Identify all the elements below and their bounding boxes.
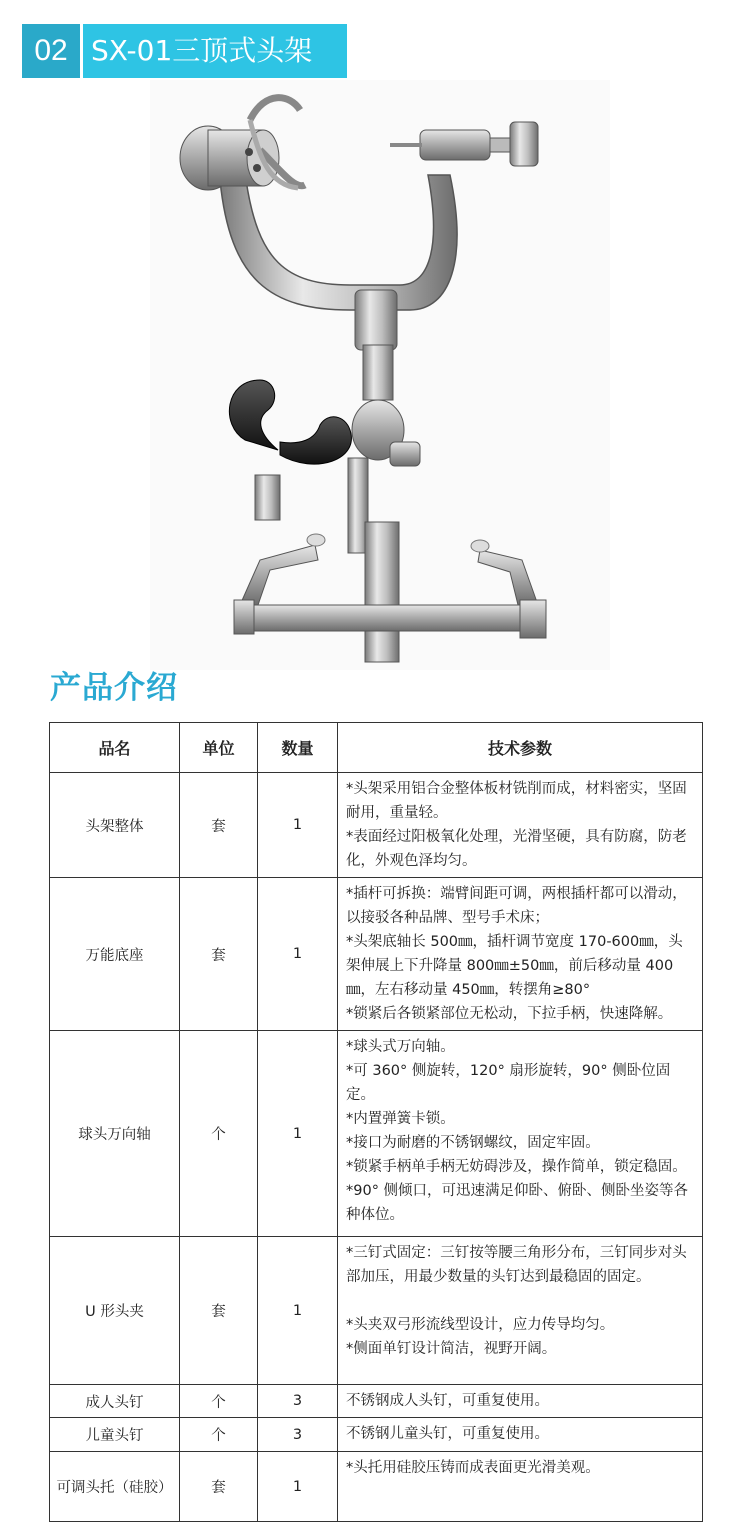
table-header-row <box>50 723 703 773</box>
spec-table <box>49 722 703 1522</box>
item-qty: 3 <box>258 1385 338 1418</box>
product-photo <box>150 80 610 670</box>
table-row <box>50 1418 703 1452</box>
item-spec <box>338 1452 703 1522</box>
header-name: 品名 <box>50 723 180 773</box>
table-row <box>50 1237 703 1385</box>
item-qty: 1 <box>258 1237 338 1385</box>
spec-line: *头夹双弓形流线型设计，应力传导均匀。 <box>346 1317 615 1333</box>
spec-line: 不锈钢儿童头钉，可重复使用。 <box>346 1426 549 1442</box>
item-qty: 1 <box>258 1452 338 1522</box>
item-unit: 套 <box>180 773 258 878</box>
item-spec <box>338 1031 703 1237</box>
item-spec <box>338 1385 703 1418</box>
item-name: U 形头夹 <box>50 1237 180 1385</box>
header-spec: 技术参数 <box>338 723 703 773</box>
product-title: SX-01三顶式头架 <box>83 24 347 78</box>
item-qty: 1 <box>258 1031 338 1237</box>
item-unit: 个 <box>180 1418 258 1452</box>
item-qty: 3 <box>258 1418 338 1452</box>
item-name: 万能底座 <box>50 878 180 1031</box>
spec-line: *可 360° 侧旋转，120° 扇形旋转，90° 侧卧位固定。 <box>346 1063 671 1103</box>
spec-line: *球头式万向轴。 <box>346 1039 455 1055</box>
header-qty: 数量 <box>258 723 338 773</box>
table-row <box>50 1385 703 1418</box>
table-row <box>50 1031 703 1237</box>
table-row <box>50 1452 703 1522</box>
table-row <box>50 773 703 878</box>
item-unit: 套 <box>180 1452 258 1522</box>
spec-line: *头托用硅胶压铸而成表面更光滑美观。 <box>346 1460 600 1476</box>
item-name: 儿童头钉 <box>50 1418 180 1452</box>
spec-line: *锁紧后各锁紧部位无松动，下拉手柄，快速降解。 <box>346 1006 673 1022</box>
spec-line: *锁紧手柄单手柄无妨碍涉及，操作简单，锁定稳固。 <box>346 1159 687 1175</box>
item-spec <box>338 1418 703 1452</box>
item-name: 球头万向轴 <box>50 1031 180 1237</box>
spec-line: *三钉式固定：三钉按等腰三角形分布，三钉同步对头部加压，用最少数量的头钉达到最稳固的固定。 <box>346 1245 687 1285</box>
header-unit: 单位 <box>180 723 258 773</box>
spec-line: *头架底轴长 500㎜，插杆调节宽度 170-600㎜，头架伸展上下升降量 800㎜±50㎜，前后移动量 400㎜，左右移动量 450㎜，转摆角≥80° <box>346 934 683 998</box>
spec-line: *接口为耐磨的不锈钢螺纹，固定牢固。 <box>346 1135 600 1151</box>
table-row <box>50 878 703 1031</box>
item-unit: 套 <box>180 878 258 1031</box>
section-header <box>22 24 347 78</box>
item-spec <box>338 1237 703 1385</box>
spec-line: *90° 侧倾口，可迅速满足仰卧、俯卧、侧卧坐姿等各种体位。 <box>346 1183 689 1223</box>
spec-line: *插杆可拆换：端臂间距可调，两根插杆都可以滑动，以接驳各种品牌、型号手术床； <box>346 886 687 926</box>
item-qty: 1 <box>258 878 338 1031</box>
section-title: 产品介绍 <box>50 670 178 706</box>
spec-blank-line <box>346 1289 696 1313</box>
item-name: 可调头托（硅胶） <box>50 1452 180 1522</box>
spec-line: *侧面单钉设计简洁，视野开阔。 <box>346 1341 557 1357</box>
item-spec <box>338 773 703 878</box>
item-unit: 个 <box>180 1031 258 1237</box>
section-number: 02 <box>22 24 80 78</box>
spec-line: 不锈钢成人头钉，可重复使用。 <box>346 1393 549 1409</box>
spec-line: *表面经过阳极氧化处理，光滑坚硬，具有防腐，防老化，外观色泽均匀。 <box>346 829 687 869</box>
spec-line: *头架采用铝合金整体板材铣削而成，材料密实，坚固耐用，重量轻。 <box>346 781 687 821</box>
item-name: 头架整体 <box>50 773 180 878</box>
spec-line: *内置弹簧卡锁。 <box>346 1111 455 1127</box>
item-name: 成人头钉 <box>50 1385 180 1418</box>
item-qty: 1 <box>258 773 338 878</box>
item-spec <box>338 878 703 1031</box>
item-unit: 个 <box>180 1385 258 1418</box>
item-unit: 套 <box>180 1237 258 1385</box>
